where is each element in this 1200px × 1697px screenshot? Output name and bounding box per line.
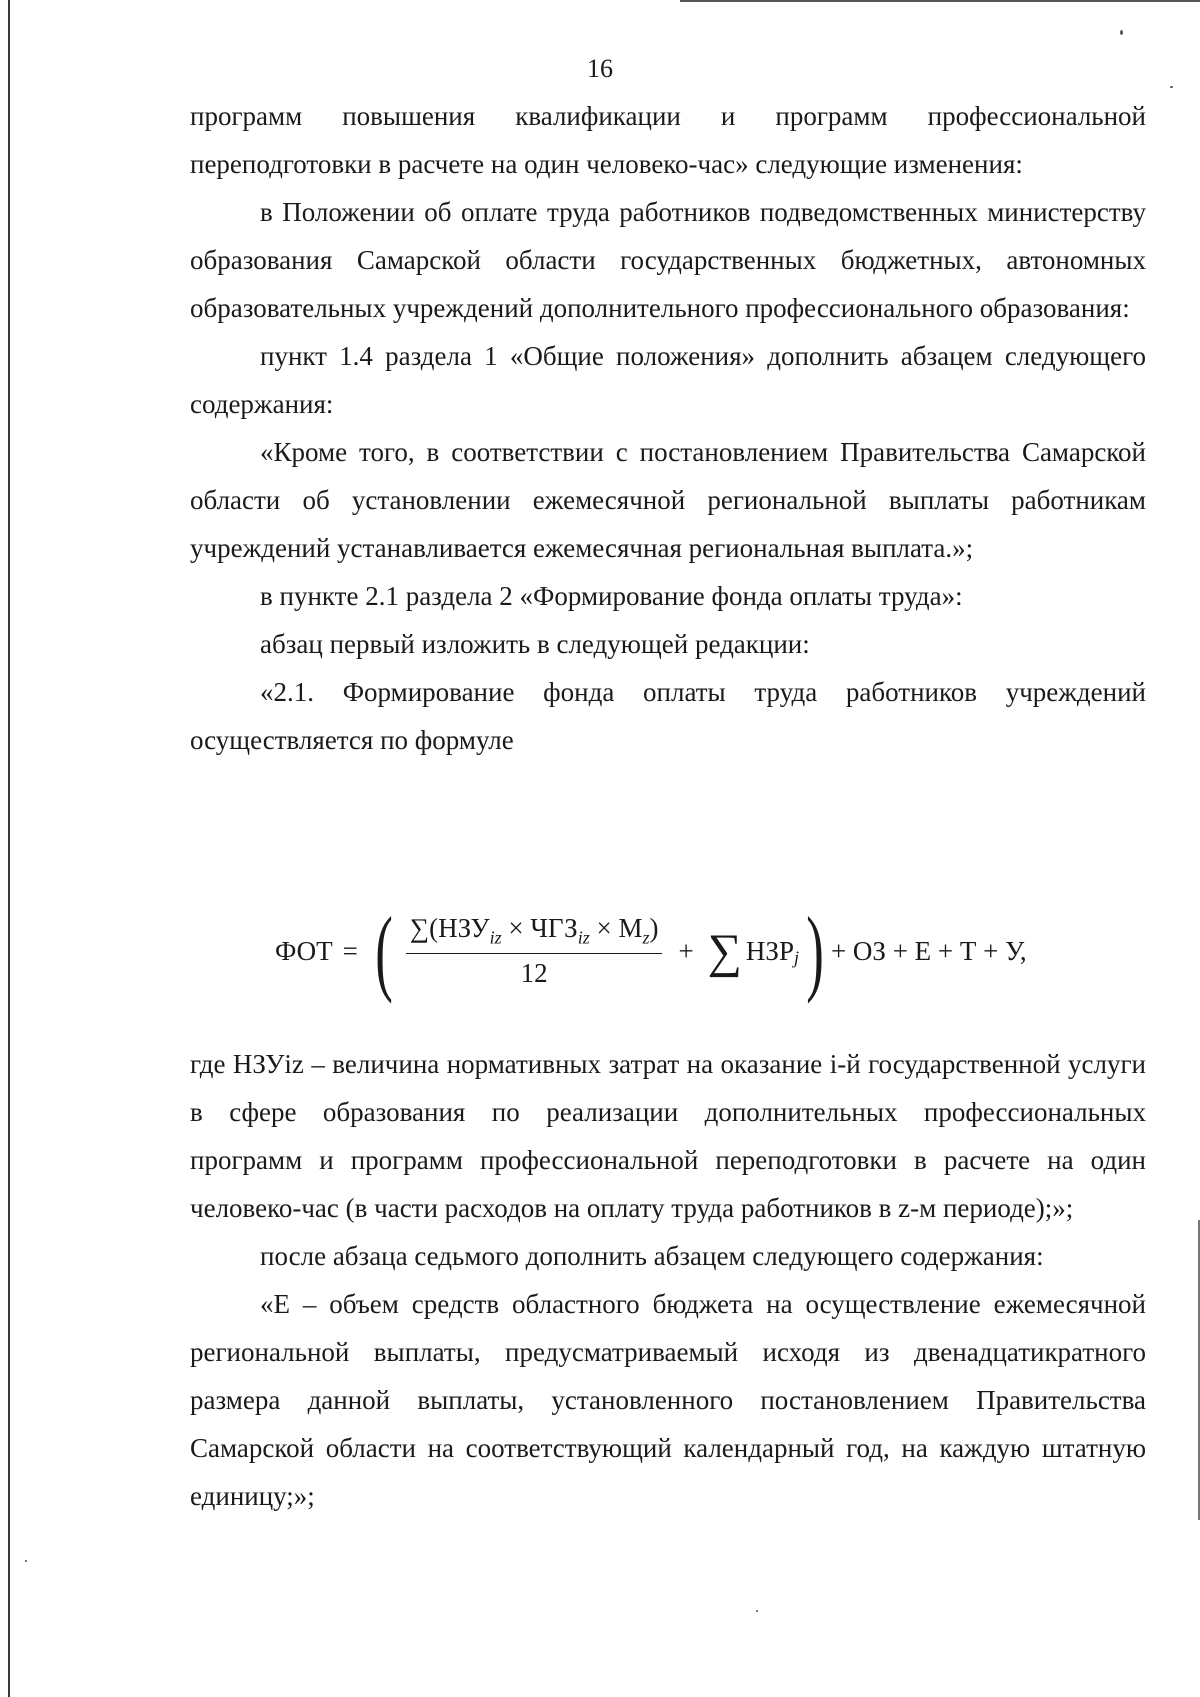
formula-denominator: 12 (520, 957, 548, 988)
paragraph-6: абзац первый изложить в следующей редакции: (260, 629, 810, 659)
paragraph-1: программ повышения квалификации и программ профессиональной переподготовки в расчете на один человеко-час» следующие изменения: (190, 101, 1146, 179)
scan-speck (756, 1610, 758, 1612)
document-body-top (190, 92, 1146, 764)
scan-speck (25, 1560, 27, 1562)
formula-sub-j: j (793, 947, 799, 968)
formula-sigma: ∑ (707, 924, 742, 978)
fot-formula (275, 896, 1075, 1006)
formula-equals: = (342, 935, 358, 966)
formula-close-paren: ) (649, 913, 659, 944)
formula-tail: + ОЗ + Е + Т + У, (830, 935, 1027, 966)
paragraph-2: в Положении об оплате труда работников подведомственных министерству образования Самарской области государственных бюджетных, автономных образовательных учреждений дополнительного профессионального образования: (190, 197, 1146, 323)
formula-sum-nzu: ∑(НЗУ (409, 913, 490, 944)
paragraph-3: пункт 1.4 раздела 1 «Общие положения» дополнить абзацем следующего содержания: (190, 341, 1146, 419)
scan-edge-left (8, 0, 10, 1697)
formula-times-2: × (596, 913, 612, 944)
paragraph-8: где НЗУiz – величина нормативных затрат на оказание i-й государственной услуги в сфере образования по реализации дополнительных профессиональных программ и программ профессиональной переподготовки в расчете на один человеко-час (в части расходов на оплату труда работников в z-м периоде);»; (190, 1049, 1146, 1223)
scan-speck (1170, 86, 1173, 88)
scan-edge-top (680, 0, 1200, 2)
formula-right-paren: ) (806, 897, 824, 1004)
formula-plus: + (678, 935, 694, 966)
formula-times-1: × (508, 913, 524, 944)
paragraph-4: «Кроме того, в соответствии с постановлением Правительства Самарской области об установлении ежемесячной региональной выплаты работникам учреждений устанавливается ежемесячная региональная выплата.»; (190, 437, 1146, 563)
formula-left-paren: ( (375, 897, 393, 1004)
paragraph-5: в пункте 2.1 раздела 2 «Формирование фонда оплаты труда»: (260, 581, 963, 611)
formula-lhs: ФОТ (275, 935, 333, 966)
paragraph-10: «Е – объем средств областного бюджета на осуществление ежемесячной региональной выплаты, предусматриваемый исходя из двенадцатикратного размера данной выплаты, установленного постановлением Правительства Самарской области на соответствующий календарный год, на каждую штатную единицу;»; (190, 1289, 1146, 1511)
page-number: 16 (587, 54, 613, 83)
formula-numerator (406, 913, 663, 953)
formula-fraction (406, 913, 663, 988)
scan-speck (1120, 30, 1123, 35)
formula-m: М (618, 913, 643, 944)
paragraph-7: «2.1. Формирование фонда оплаты труда работников учреждений осуществляется по формуле (190, 677, 1146, 755)
formula-chgz: ЧГЗ (530, 913, 578, 944)
formula-nzr: НЗР (745, 935, 794, 966)
formula-sub-z: z (642, 927, 650, 948)
formula-sub-iz-2: iz (577, 927, 590, 948)
document-body-bottom (190, 1040, 1146, 1520)
paragraph-9: после абзаца седьмого дополнить абзацем следующего содержания: (260, 1241, 1044, 1271)
formula-sub-iz: iz (489, 927, 502, 948)
